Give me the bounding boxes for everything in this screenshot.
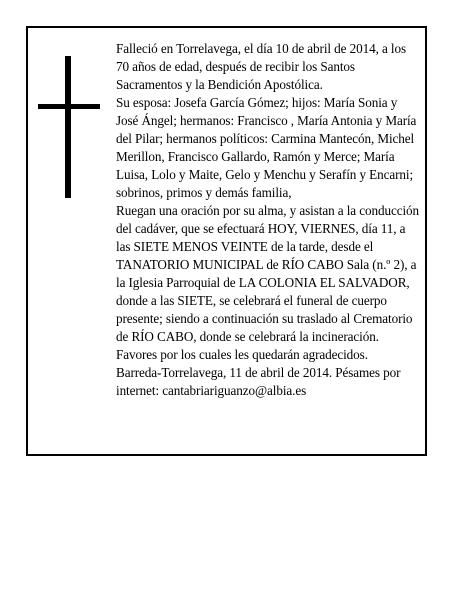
notice-text: [116, 40, 422, 400]
funeral-details: Ruegan una oración por su alma, y asistan a la conducción del cadáver, que se efectuará HOY, VIERNES, día 11, a las SIETE MENOS VEINTE de la tarde, desde el TANATORIO MUNICIPAL de RÍO CABO Sala (n.º 2), a la Iglesia Parroquial de LA COLONIA EL SALVADOR, donde a las SIETE, se celebrará el funeral de cuerpo presente; siendo a continuación su traslado al Crematorio de RÍO CABO, donde se celebrará la incineración. Favores por los cuales les quedarán agradecidos.: [116, 203, 420, 362]
cross-horizontal-bar: [38, 104, 100, 109]
cross-vertical-bar: [65, 56, 71, 198]
obituary-notice: [26, 26, 427, 456]
family-list: Su esposa: Josefa García Gómez; hijos: María Sonia y José Ángel; hermanos: Francisco , María Antonia y María del Pilar; hermanos políticos: Carmina Mantecón, Michel Merillon, Francisco Gallardo, Ramón y Merce; María Luisa, Lolo y Maite, Gelo y Menchu y Serafín y Encarni; sobrinos, primos y demás familia,: [116, 95, 417, 200]
place-date-condolences: Barreda-Torrelavega, 11 de abril de 2014. Pésames por internet: cantabriariguanzo@albia.es: [116, 365, 401, 398]
death-announcement: Falleció en Torrelavega, el día 10 de abril de 2014, a los 70 años de edad, después de recibir los Santos Sacramentos y la Bendición Apostólica.: [116, 41, 407, 92]
cross-icon: [38, 56, 100, 198]
